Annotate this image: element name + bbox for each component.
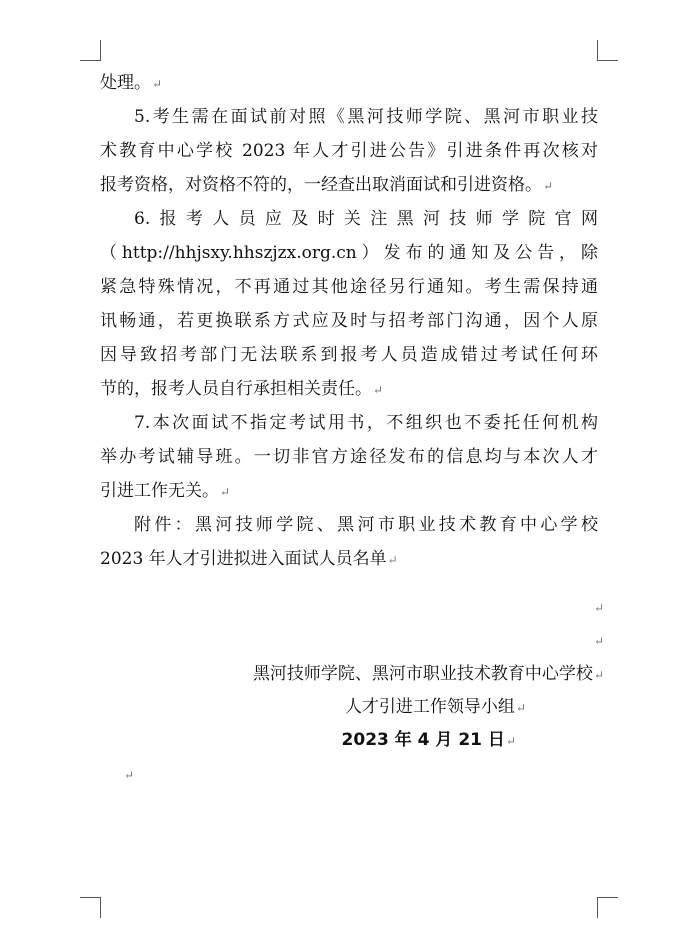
- paragraph-continuation: 处理。 ↵: [100, 66, 598, 100]
- paragraph-5: [100, 100, 598, 202]
- paragraph-6-line: 紧急特殊情况，不再通过其他途径另行通知。考生需保持通: [100, 277, 598, 297]
- paragraph-6-line: （http://hhjsxy.hhszjzx.org.cn）发布的通知及公告，除: [100, 243, 598, 263]
- signature-group: 人才引进工作领导小组 ↵: [100, 691, 604, 724]
- paragraph-7: [100, 406, 598, 508]
- paragraph-mark: ↵: [124, 768, 135, 782]
- paragraph-mark: [152, 77, 162, 91]
- paragraph-5-line: 报考资格，对资格不符的，一经查出取消面试和引进资格。 ↵: [100, 168, 598, 202]
- paragraph-mark: [543, 179, 553, 193]
- paragraph-6: [100, 202, 598, 406]
- paragraph-mark: [388, 553, 398, 567]
- empty-paragraph: [100, 592, 604, 625]
- paragraph-mark: [594, 634, 604, 648]
- crop-mark-bottom-right: [597, 897, 618, 918]
- attachment-line: 2023 年人才引进拟进入面试人员名单 ↵: [100, 542, 598, 576]
- document-body: [100, 66, 598, 576]
- paragraph-6-line: 讯畅通，若更换联系方式应及时与招考部门沟通，因个人原: [100, 311, 598, 331]
- paragraph-5-line: 5.考生需在面试前对照《黑河技师学院、黑河市职业技: [134, 107, 598, 127]
- paragraph-5-line: 术教育中心学校 2023 年人才引进公告》引进条件再次核对: [100, 141, 598, 161]
- paragraph-mark: [516, 701, 526, 715]
- signature-block: [100, 592, 604, 757]
- paragraph-6-line: 因导致招考部门无法联系到报考人员造成错过考试任何环: [100, 345, 598, 365]
- paragraph-mark: [506, 734, 516, 748]
- signature-organization: 黑河技师学院、黑河市职业技术教育中心学校 ↵: [100, 658, 604, 691]
- paragraph-mark: [594, 601, 604, 615]
- paragraph-mark: [594, 668, 604, 682]
- crop-mark-top-right: [597, 40, 618, 61]
- paragraph-7-line: 7.本次面试不指定考试用书，不组织也不委托任何机构: [134, 413, 598, 433]
- crop-mark-bottom-left: [80, 897, 101, 918]
- paragraph-mark: [373, 383, 383, 397]
- paragraph-6-line: 节的，报考人员自行承担相关责任。 ↵: [100, 372, 598, 406]
- attachment-line: 附件：黑河技师学院、黑河市职业技术教育中心学校: [134, 515, 598, 535]
- paragraph-6-line: 6.报考人员应及时关注黑河技师学院官网: [134, 209, 598, 229]
- paragraph-7-line: 引进工作无关。 ↵: [100, 474, 598, 508]
- signature-date: 2023 年 4 月 21 日 ↵: [100, 724, 604, 757]
- crop-mark-top-left: [80, 40, 101, 61]
- empty-paragraph: [100, 625, 604, 658]
- paragraph-mark: [220, 485, 230, 499]
- paragraph-7-line: 举办考试辅导班。一切非官方途径发布的信息均与本次人才: [100, 447, 598, 467]
- attachment-paragraph: [100, 508, 598, 576]
